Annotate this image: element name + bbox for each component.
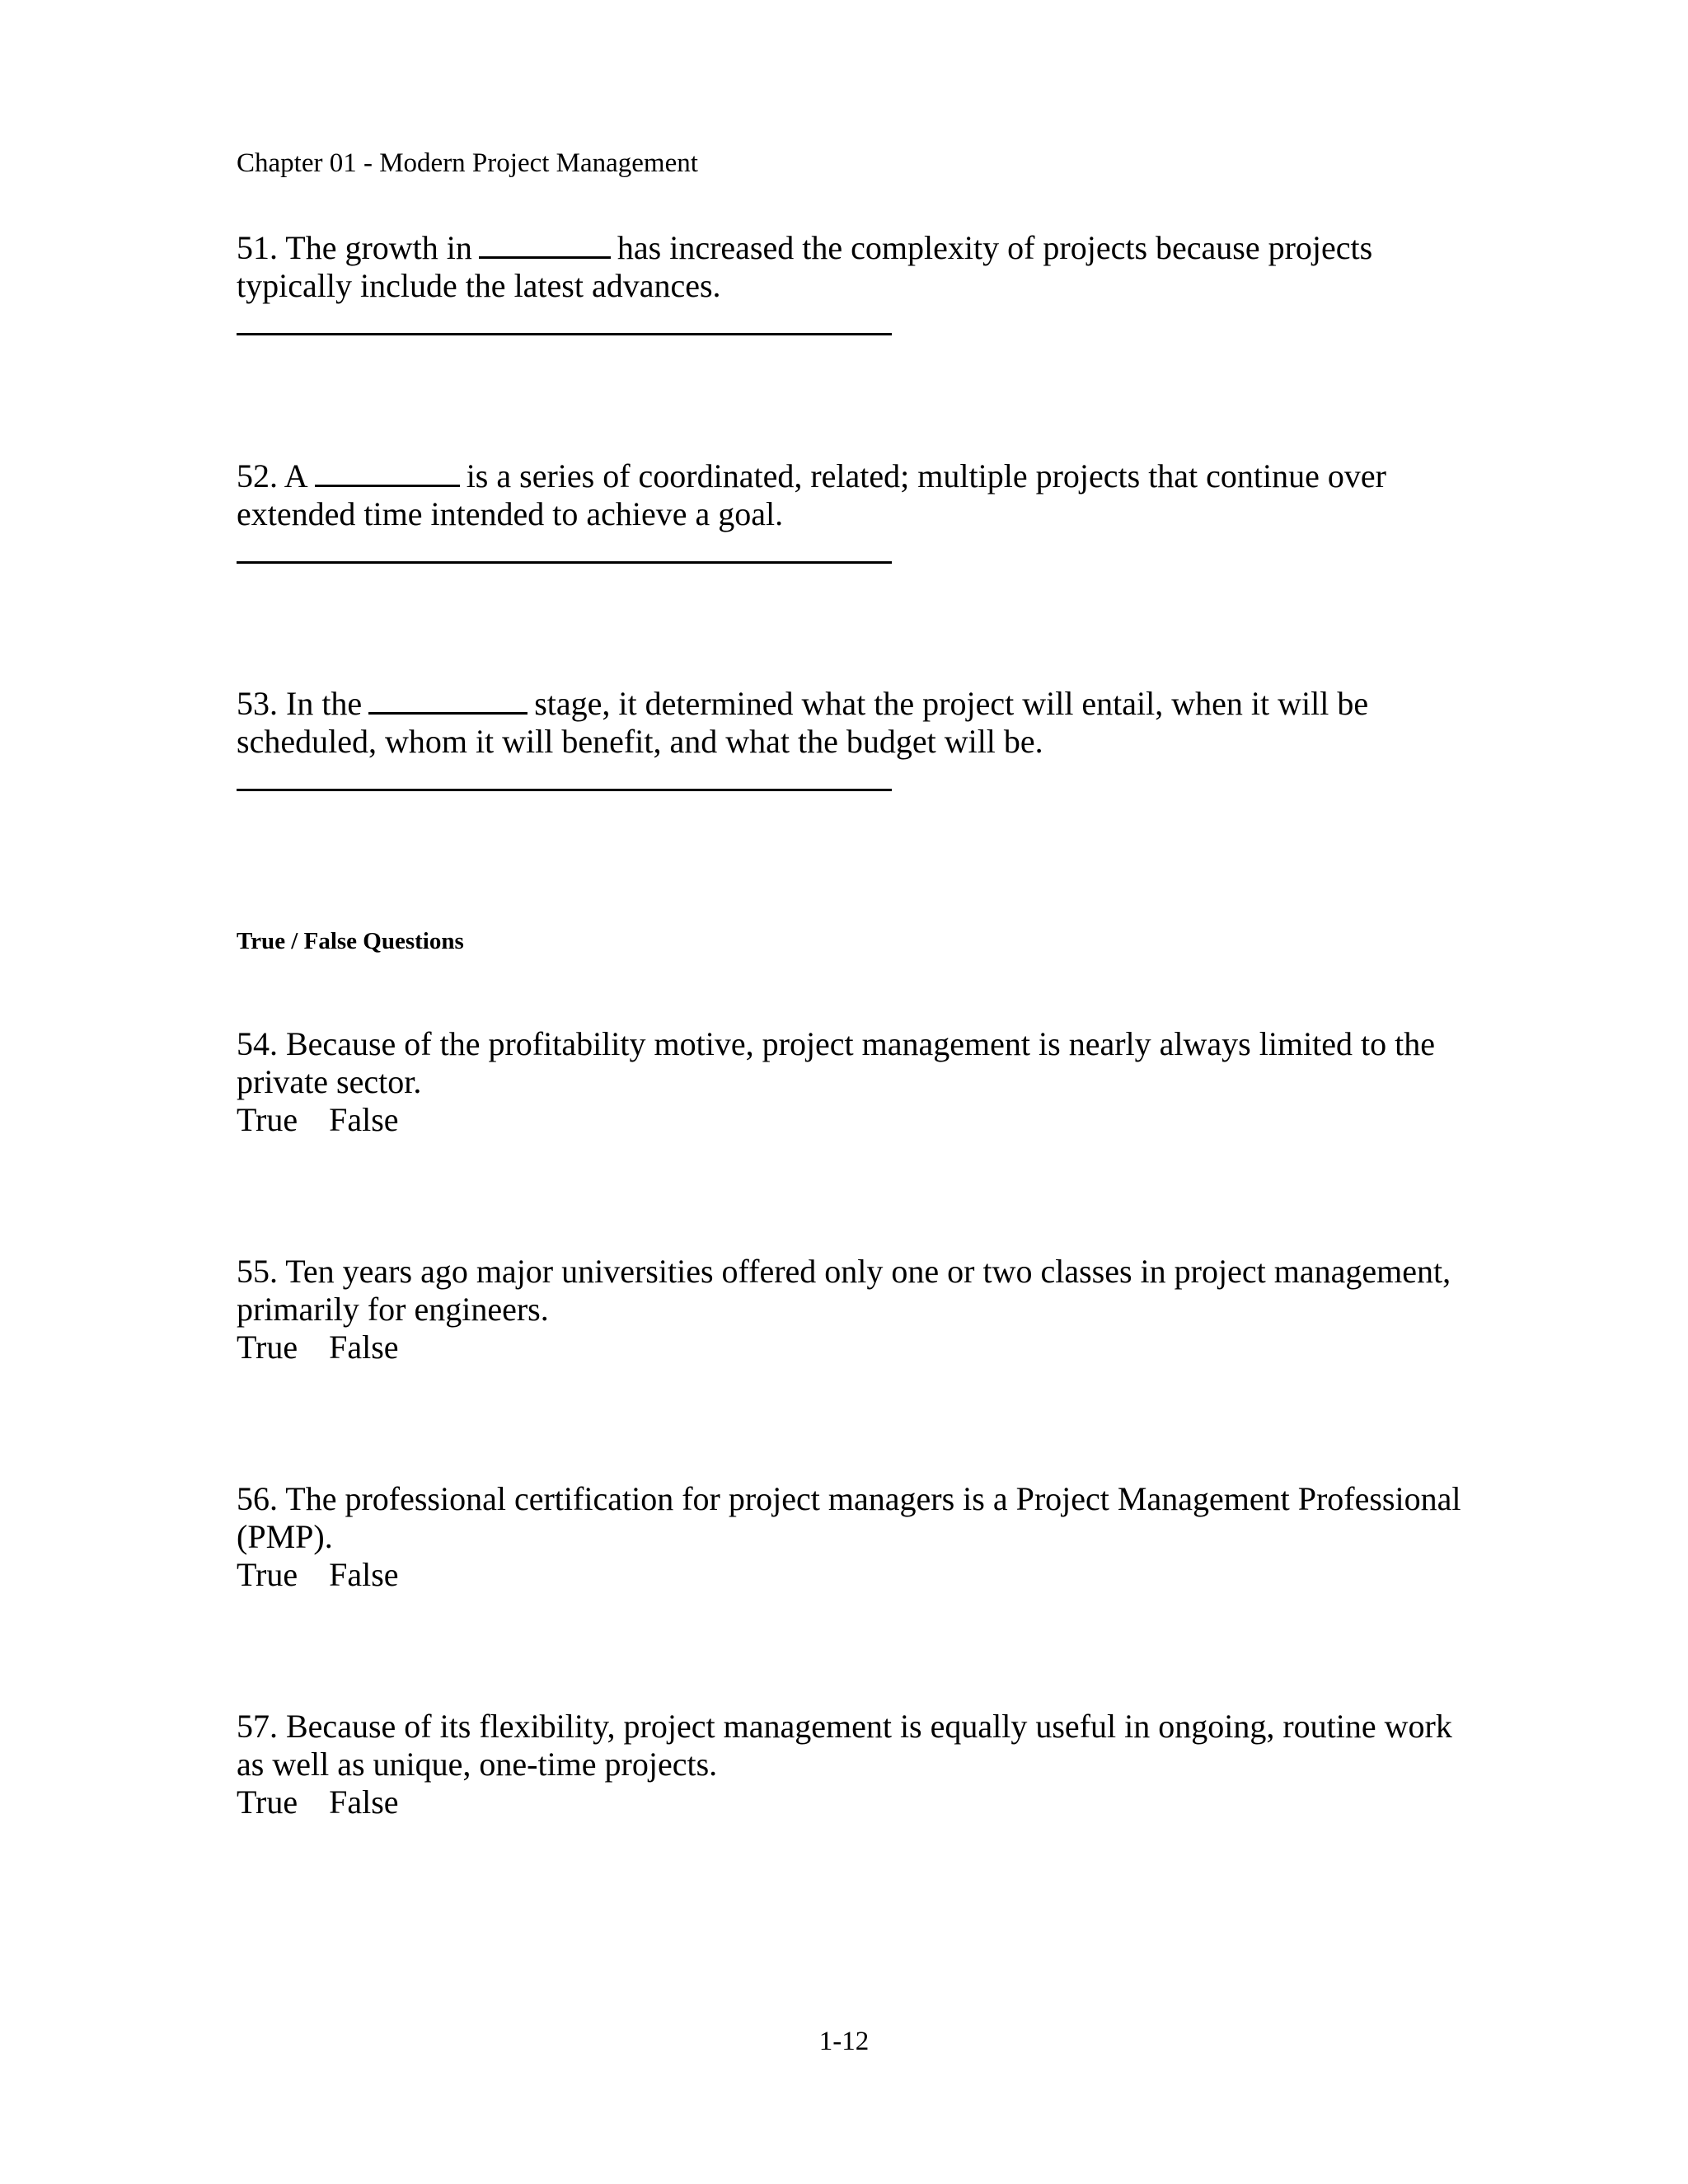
false-option[interactable]: False [329,1556,399,1593]
true-false-heading: True / False Questions [237,928,464,954]
false-option[interactable]: False [329,1329,399,1366]
true-false-question-57 [237,1708,1456,1821]
fill-in-question-52 [237,457,1456,564]
true-option[interactable]: True [237,1556,298,1593]
question-line-2: private sector. [237,1063,422,1100]
inline-blank [479,232,611,259]
true-false-question-55 [237,1253,1456,1366]
question-text-after-blank: stage, it determined what the project will entail, when it will be [534,685,1369,722]
fill-in-question-53 [237,685,1456,791]
question-line [237,457,1456,495]
question-line-2: typically include the latest advances. [237,267,721,304]
answer-line[interactable] [237,561,892,564]
answer-line[interactable] [237,789,892,791]
fill-in-question-51 [237,229,1456,335]
question-line-2: primarily for engineers. [237,1291,549,1328]
true-false-options [237,1783,1456,1821]
question-text-before-blank: 53. In the [237,685,363,722]
question-line: 55. Ten years ago major universities offered only one or two classes in project management, [237,1253,1451,1290]
question-line: 56. The professional certification for project managers is a Project Management Professional [237,1480,1461,1517]
question-line-2: (PMP). [237,1518,333,1555]
question-line-2: extended time intended to achieve a goal. [237,495,784,532]
inline-blank [368,687,528,715]
question-text-after-blank: has increased the complexity of projects because projects [617,229,1373,266]
true-false-question-56 [237,1480,1461,1594]
inline-blank [315,460,460,487]
true-option[interactable]: True [237,1101,298,1138]
question-text-before-blank: 52. A [237,457,308,494]
page-number: 1-12 [818,2027,870,2056]
false-option[interactable]: False [329,1783,399,1821]
false-option[interactable]: False [329,1101,399,1138]
question-line-2: as well as unique, one-time projects. [237,1746,718,1783]
true-false-options [237,1101,1456,1139]
question-text-before-blank: 51. The growth in [237,229,472,266]
answer-line[interactable] [237,333,892,335]
true-option[interactable]: True [237,1783,298,1821]
question-line-2: scheduled, whom it will benefit, and what the budget will be. [237,723,1043,760]
question-line: 57. Because of its flexibility, project management is equally useful in ongoing, routine work [237,1708,1452,1745]
question-text-after-blank: is a series of coordinated, related; multiple projects that continue over [466,457,1386,494]
true-option[interactable]: True [237,1329,298,1366]
true-false-options [237,1556,1456,1594]
question-line: 54. Because of the profitability motive, project management is nearly always limited to the [237,1025,1436,1062]
chapter-header: Chapter 01 - Modern Project Management [237,148,698,178]
question-line [237,685,1456,723]
true-false-question-54 [237,1025,1456,1139]
question-line [237,229,1456,267]
true-false-options [237,1329,1456,1366]
